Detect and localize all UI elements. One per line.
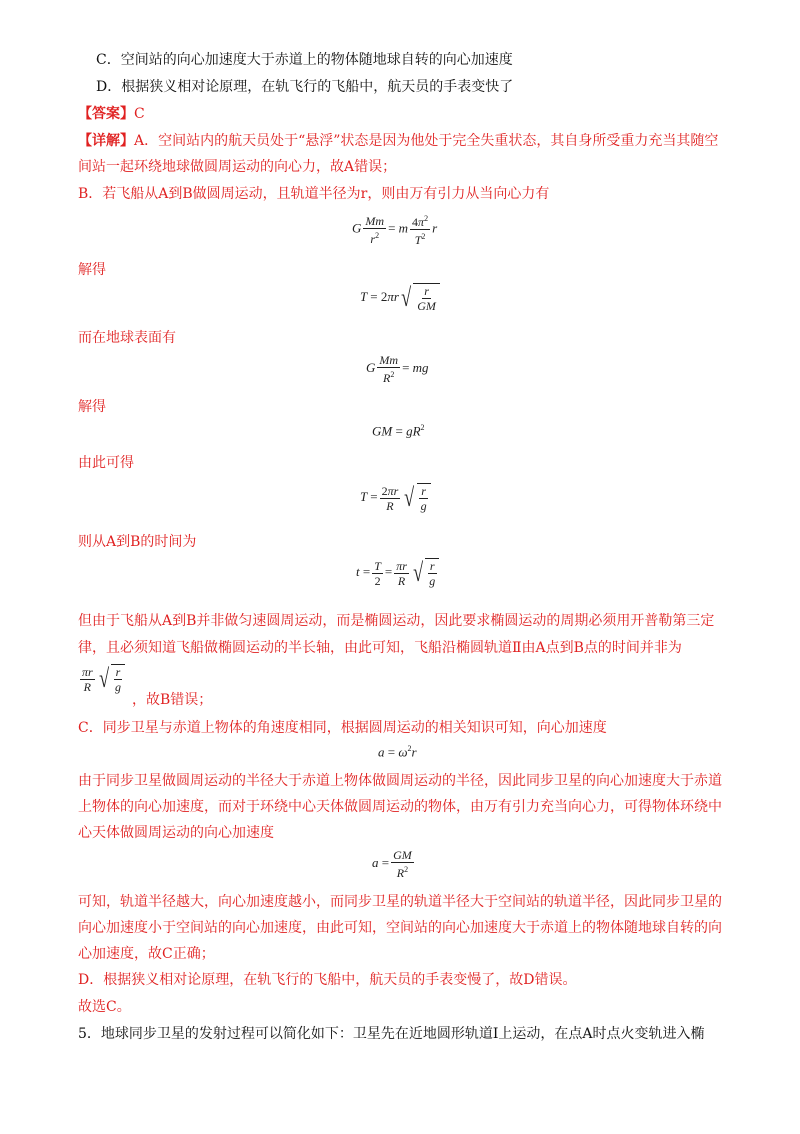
answer-line (78, 104, 145, 124)
detail-label: 【详解】 (78, 133, 134, 149)
detail-a-line1 (78, 131, 718, 151)
surface-label: 而在地球表面有 (78, 330, 176, 346)
known-line2: 向心加速度小于空间站的向心加速度，由此可知，空间站的向心加速度大于赤道上的物体随地球自转的向 (78, 920, 722, 936)
answer-value: C (134, 106, 145, 122)
question-5: 5．地球同步卫星的发射过程可以简化如下：卫星先在近地圆形轨道Ⅰ上运动，在点A时点火变轨进入椭 (78, 1026, 705, 1042)
but-line2: 律，且必须知道飞船做椭圆运动的半长轴，由此可知，飞船沿椭圆轨道Ⅱ由A点到B点的时间并非为 (78, 640, 682, 656)
sync-line1: 由于同步卫星做圆周运动的半径大于赤道上物体做圆周运动的半径，因此同步卫星的向心加速度大于赤道 (78, 773, 722, 789)
known-line3: 心加速度，故C正确； (78, 946, 215, 962)
equation-gm: GM = $gR^2$ (372, 423, 425, 439)
option-c: C．空间站的向心加速度大于赤道上的物体随地球自转的向心加速度 (96, 52, 513, 68)
solve-label-1: 解得 (78, 262, 106, 278)
but-line1: 但由于飞船从A到B并非做匀速圆周运动，而是椭圆运动，因此要求椭圆运动的周期必须用开普勒第三定 (78, 613, 715, 629)
detail-b-line1: B．若飞船从A到B做圆周运动，且轨道半径为r，则由万有引力从当向心力有 (78, 186, 550, 202)
answer-label: 【答案】 (78, 106, 134, 122)
equation-accel-gm: a = $\frac{GM}{R^2}$ (372, 848, 412, 880)
equation-accel-omega: $a = \omega^2r$ (378, 744, 417, 760)
sync-line3: 心天体做圆周运动的向心加速度 (78, 825, 274, 841)
equation-time: t = $\frac{T}{2}$ = $\frac{\pi r}{R}$ √ $\frac{r}{g}$ (356, 558, 439, 588)
choose-line: 故选C。 (78, 999, 131, 1015)
detail-a-line2: 间站一起环绕地球做圆周运动的向心力，故A错误； (78, 159, 397, 175)
option-d: D．根据狭义相对论原理，在轨飞行的飞船中，航天员的手表变快了 (96, 79, 514, 95)
solve-label-2: 解得 (78, 399, 106, 415)
detail-a-text: A．空间站内的航天员处于“悬浮”状态是因为他处于完全失重状态，其自身所受重力充当其随空 (134, 133, 719, 149)
equation-gravity-centripetal: G $\frac{Mm}{r^2}$ = m $\frac{4\pi^2}{T^2}$ r (352, 213, 438, 247)
equation-surface-gravity: G $\frac{Mm}{R^2}$ = mg (366, 353, 429, 385)
time-ab-label: 则从A到B的时间为 (78, 534, 197, 550)
c-line1: C．同步卫星与赤道上物体的角速度相同，根据圆周运动的相关知识可知，向心加速度 (78, 720, 607, 736)
hence-label: 由此可得 (78, 455, 134, 471)
b-wrong: ，故B错误； (132, 692, 213, 708)
known-line1: 可知，轨道半径越大，向心加速度越小，而同步卫星的轨道半径大于空间站的轨道半径，因此同步卫星的 (78, 894, 722, 910)
sync-line2: 上物体的向心加速度，而对于环绕中心天体做圆周运动的物体，由万有引力充当向心力，可得物体环绕中 (78, 799, 722, 815)
inline-expression: $\frac{\pi r}{R}$ √ $\frac{r}{g}$ (78, 664, 125, 694)
d-line: D．根据狭义相对论原理，在轨飞行的飞船中，航天员的手表变慢了，故D错误。 (78, 972, 577, 988)
equation-period-g: T = $\frac{2\pi r}{R}$ √ $\frac{r}{g}$ (360, 483, 431, 513)
equation-period: T = 2πr √ $\frac{r}{GM}$ (360, 283, 440, 313)
